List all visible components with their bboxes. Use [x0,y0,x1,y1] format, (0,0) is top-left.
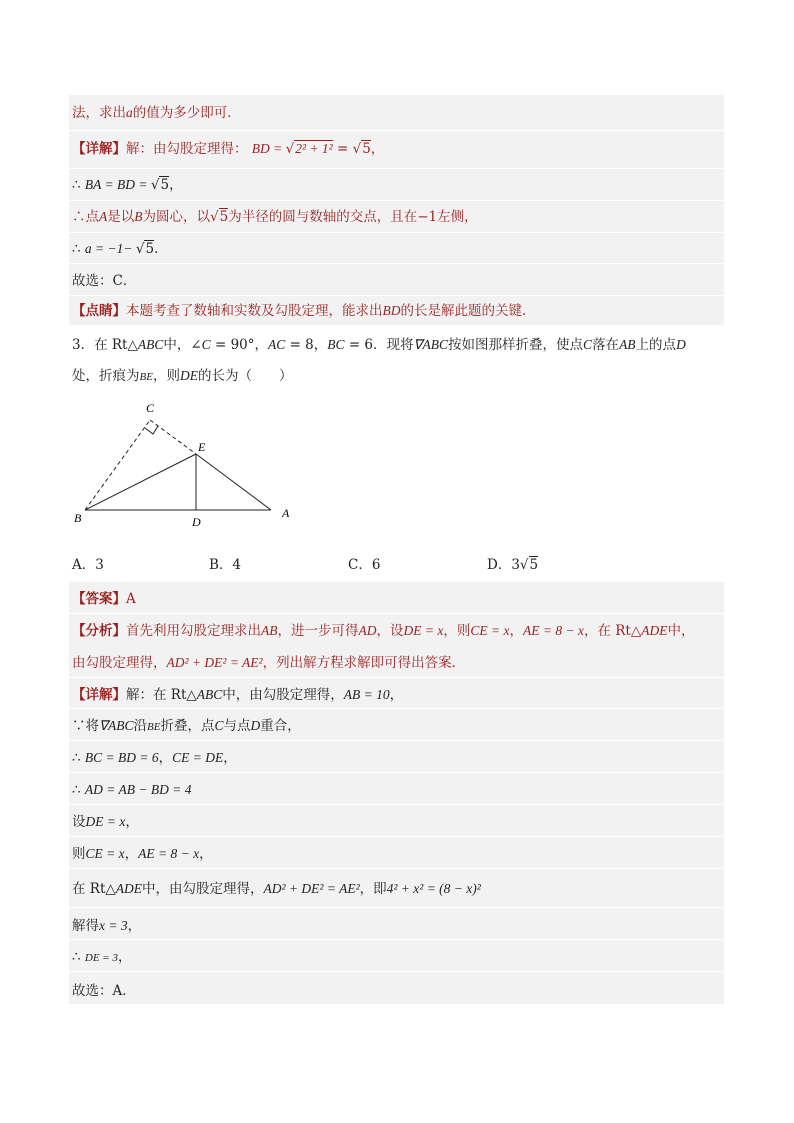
answer-line: 【答案】A [72,591,136,607]
comment-tag: 【点睛】 [72,303,126,319]
right-angle-mark [145,426,158,434]
choice-a[interactable]: A．3 [72,557,104,573]
label-d: D [192,515,201,529]
detail-line: 在 Rt△ADE中，由勾股定理得，AD² + DE² = AE²，即4² + x² = (8 − x)² [72,881,481,897]
detail-line: ∴ BC = BD = 6，CE = DE， [72,750,237,766]
divider [69,613,724,614]
solution-line: ∴点A是以B为圆心，以√5为半径的圆与数轴的交点，且在−1左侧， [72,209,478,225]
solution-line: ∴ a = −1− √5． [72,241,168,257]
detail-line: 设DE = x， [72,814,139,830]
divider [69,740,724,741]
label-b: B [74,511,82,525]
divider [69,130,724,131]
analysis-line: 【分析】首先利用勾股定理求出AB，进一步可得AD，设DE = x，则CE = x，AE = 8 − x，在 Rt△ADE中， [72,623,695,639]
solution-line: 故选：C． [72,273,137,289]
question-line: 处，折痕为BE，则DE的长为（ ） [72,368,293,384]
label-c: C [146,401,155,415]
divider [69,939,724,940]
divider [69,263,724,264]
question-line: 3．在 Rt△ABC中，∠C = 90°，AC = 8，BC = 6．现将∇ABC按如图那样折叠，使点C落在AB上的点D [72,337,686,353]
choice-c[interactable]: C．6 [348,557,381,573]
divider [69,295,724,296]
detail-line: 故选：A． [72,983,136,999]
detail-line: 解得x = 3， [72,918,142,934]
detail-line: ∴ AD = AB − BD = 4 [72,782,192,798]
divider [69,804,724,805]
detail-line: 【详解】解：在 Rt△ABC中，由勾股定理得，AB = 10， [72,687,404,703]
divider [69,200,724,201]
analysis-line: 由勾股定理得，AD² + DE² = AE²，列出解方程求解即可得出答案． [72,655,466,671]
solution-line: 法，求出a的值为多少即可． [72,105,241,121]
segment-be [85,454,196,510]
choice-b[interactable]: B．4 [209,557,242,573]
comment-line: 【点睛】本题考查了数轴和实数及勾股定理，能求出BD的长是解此题的关键． [72,303,536,319]
divider [69,868,724,869]
detail-tag: 【详解】 [72,687,126,703]
divider [69,677,724,678]
segment-ea [196,454,271,510]
detail-tag: 【详解】 [72,141,126,157]
detail-line: 则CE = x，AE = 8 − x， [72,846,213,862]
label-a: A [282,506,290,520]
detail-line: ∵将∇ABC沿BE折叠，点C与点D重合， [72,718,301,734]
divider [69,907,724,908]
divider [69,168,724,169]
detail-line: ∴ DE = 3， [72,949,132,965]
analysis-tag: 【分析】 [72,623,126,639]
divider [69,971,724,972]
segment-ce [150,420,196,454]
segment-bc [85,420,150,510]
divider [69,772,724,773]
divider [69,708,724,709]
divider [69,232,724,233]
divider [69,836,724,837]
label-e: E [198,440,206,454]
solution-line: ∴ BA = BD = √5， [72,177,183,193]
answer-tag: 【答案】 [72,591,126,607]
detail-line: 【详解】解：由勾股定理得： BD = √2² + 1² = √5， [72,141,385,157]
choice-d[interactable]: D．3√5 [487,557,539,573]
